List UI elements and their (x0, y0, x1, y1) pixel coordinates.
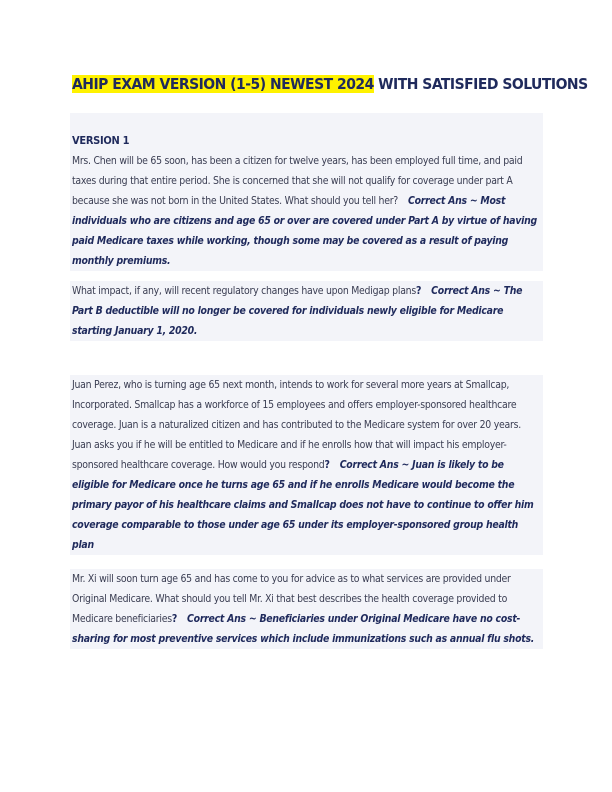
version-label: VERSION 1 (72, 134, 130, 147)
question-mark: ? (415, 285, 422, 297)
question-text: Mr. Xi will soon turn age 65 and has come to you for advice as to what services are provided under Original Medicare. What should you tell Mr. Xi that best describes the health coverage provided to Medicare beneficiaries (72, 573, 511, 625)
qa-item (70, 569, 543, 649)
answer-text: The Part B deductible will no longer be covered for individuals newly eligible for Medicare starting January 1, 2020. (72, 285, 523, 337)
qa-block-2 (70, 281, 543, 341)
qa-block-3 (70, 375, 543, 555)
qa-block-4 (70, 569, 543, 649)
qa-item (70, 281, 543, 341)
answer-prefix: Correct Ans ~ (339, 459, 413, 471)
question-text: Juan Perez, who is turning age 65 next month, intends to work for several more years at Smallcap, Incorporated. Smallcap has a workforce of 15 employees and offers employer-sponsored healthcare coverage. Juan is a naturalized citizen and has contributed to the Medicare system for over 20 years. Juan asks you if he will be entitled to Medicare and if he enrolls how that will impact his employer-sponsored healthcare coverage. How would you respond (72, 379, 521, 471)
qa-block-1 (70, 113, 543, 271)
qa-item (70, 151, 543, 271)
question-mark: ? (171, 613, 178, 625)
answer-text: Beneficiaries under Original Medicare have no cost-sharing for most preventive services which include immunizations such as annual flu shots. (72, 613, 535, 645)
title-rest: WITH SATISFIED SOLUTIONS (373, 75, 588, 93)
answer-prefix: Correct Ans ~ (408, 195, 481, 207)
answer-prefix: Correct Ans ~ (431, 285, 504, 297)
answer-text: Juan is likely to be eligible for Medicare once he turns age 65 and if he enrolls Medicare would become the primary payor of his healthcare claims and Smallcap does not have to continue to offer him coverage comparable to those under age 65 under its employer-sponsored group health plan (72, 459, 534, 551)
answer-text: Most individuals who are citizens and age 65 or over are covered under Part A by virtue of having paid Medicare taxes while working, though some may be covered as a result of paying monthly premiums. (72, 195, 537, 267)
question-mark: ? (324, 459, 330, 471)
page-title (72, 73, 588, 95)
question-text: Mrs. Chen will be 65 soon, has been a citizen for twelve years, has been employed full time, and paid taxes during that entire period. She is concerned that she will not qualify for coverage under part A because she was not born in the United States. What should you tell her? (72, 155, 523, 207)
question-text: What impact, if any, will recent regulatory changes have upon Medigap plans (72, 285, 416, 297)
answer-prefix: Correct Ans ~ (187, 613, 260, 625)
title-highlight: AHIP EXAM VERSION (1-5) NEWEST 2024 (72, 75, 374, 93)
qa-item (70, 375, 543, 555)
